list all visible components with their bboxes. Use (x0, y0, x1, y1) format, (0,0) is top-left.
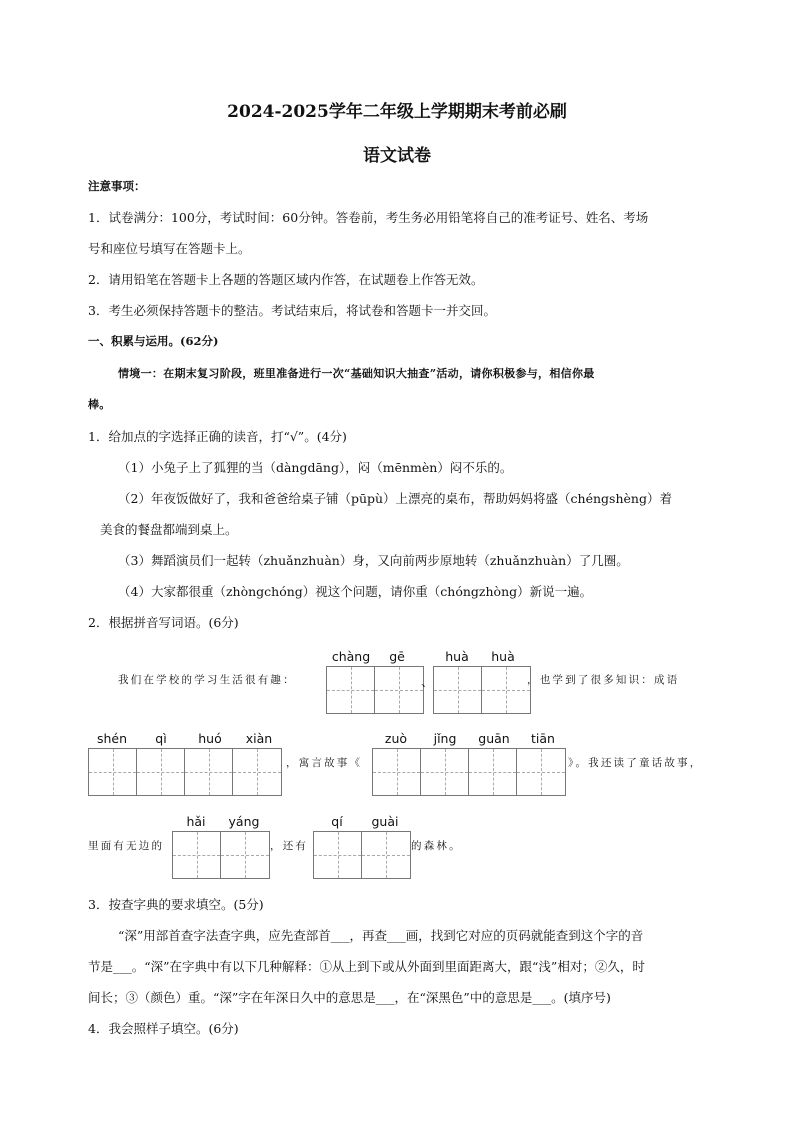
page-subtitle: 语文试卷 (363, 146, 431, 166)
answer-grid-shenqihuoxian[interactable] (88, 748, 282, 796)
answer-cell[interactable] (421, 749, 469, 795)
question-1-item-2-line-1: （2）年夜饭做好了，我和爸爸给桌子铺（pūpù）上漂亮的桌布，帮助妈妈将盛（chéngshèng）着 (118, 491, 672, 506)
pinyin-label: huó (198, 731, 222, 746)
pinyin-label: guài (371, 814, 399, 829)
notice-item-3: 3．考生必须保持答题卡的整洁。考试结束后，将试卷和答题卡一并交回。 (88, 303, 496, 318)
answer-cell[interactable] (375, 667, 423, 713)
answer-cell[interactable] (327, 667, 375, 713)
answer-cell[interactable] (89, 749, 137, 795)
answer-cell[interactable] (362, 832, 410, 878)
section-heading: 一、积累与运用。(62分) (88, 334, 219, 348)
pinyin-label: jǐng (433, 731, 457, 746)
pinyin-label: xiàn (245, 731, 273, 746)
situation-line-2: 棒。 (88, 398, 111, 411)
pinyin-label: shén (96, 731, 128, 746)
answer-cell[interactable] (185, 749, 233, 795)
notice-item-1-line-1: 1．试卷满分：100分，考试时间：60分钟。答卷前，考生务必用铅笔将自己的准考证号、姓名、考场 (88, 210, 649, 225)
question-1-item-3: （3）舞蹈演员们一起转（zhuǎnzhuàn）身，又向前两步原地转（zhuǎnzhuàn）了几圈。 (118, 553, 629, 568)
answer-cell[interactable] (314, 832, 362, 878)
q2-line-2-mid: ，寓言故事《 (286, 757, 363, 769)
question-1-item-1: （1）小兔子上了狐狸的当（dàngdāng），闷（mēnmèn）闷不乐的。 (118, 460, 513, 475)
pinyin-label: huà (445, 649, 469, 664)
pinyin-label: huà (491, 649, 515, 664)
answer-grid-qiguai[interactable] (313, 831, 411, 879)
answer-cell[interactable] (373, 749, 421, 795)
pinyin-label: hǎi (186, 814, 206, 829)
q2-line-1-after: ，也学到了很多知识：成语 (527, 674, 680, 686)
answer-cell[interactable] (434, 667, 482, 713)
pinyin-label: zuò (384, 731, 408, 746)
question-1-item-4: （4）大家都很重（zhòngchóng）视这个问题，请你重（chóngzhòng）新说一遍。 (118, 584, 593, 599)
question-3-line-1: “深”用部首查字法查字典，应先查部首___，再查___画，找到它对应的页码就能查到这个字的音 (118, 928, 644, 943)
answer-cell[interactable] (173, 832, 221, 878)
notice-item-2: 2．请用铅笔在答题卡上各题的答题区域内作答，在试题卷上作答无效。 (88, 272, 484, 287)
answer-grid-changge[interactable] (326, 666, 424, 714)
answer-cell[interactable] (517, 749, 565, 795)
pinyin-label: tiān (531, 731, 555, 746)
question-3-line-2: 节是___。“深”在字典中有以下几种解释：①从上到下或从外面到里面距离大，跟“浅”相对；②久，时 (88, 959, 645, 974)
question-3-line-3: 间长；③（颜色）重。“深”字在年深日久中的意思是___，在“深黑色”中的意思是___。(填序号) (88, 990, 611, 1005)
pinyin-label: gē (389, 649, 405, 664)
answer-cell[interactable] (137, 749, 185, 795)
q2-line-2-after: 》。我还读了童话故事， (568, 757, 703, 769)
answer-cell[interactable] (469, 749, 517, 795)
q2-line-3-after: 的森林。 (411, 840, 462, 852)
question-2-prompt: 2．根据拼音写词语。(6分) (88, 615, 239, 630)
answer-cell[interactable] (221, 832, 269, 878)
notice-heading: 注意事项： (88, 179, 146, 193)
answer-cell[interactable] (482, 667, 530, 713)
question-3-prompt: 3．按查字典的要求填空。(5分) (88, 897, 264, 912)
q2-line-3-text: 里面有无边的 (88, 840, 165, 852)
q2-line-1-text: 我们在学校的学习生活很有趣： (118, 674, 296, 686)
notice-item-1-line-2: 号和座位号填写在答题卡上。 (88, 241, 251, 256)
q2-line-3-mid: ，还有 (270, 840, 309, 852)
question-1-prompt: 1．给加点的字选择正确的读音，打“√”。(4分) (88, 429, 347, 444)
situation-line-1: 情境一：在期末复习阶段，班里准备进行一次“基础知识大抽查”活动，请你积极参与，相信你最 (118, 367, 595, 380)
question-1-item-2-line-2: 美食的餐盘都端到桌上。 (100, 522, 238, 537)
pinyin-label: guān (478, 731, 510, 746)
pinyin-label: qì (155, 731, 167, 746)
answer-grid-zuojingguantian[interactable] (372, 748, 566, 796)
answer-grid-huahua[interactable] (433, 666, 531, 714)
page-title: 2024-2025学年二年级上学期期末考前必刷 (227, 102, 567, 122)
pinyin-label: yáng (228, 814, 260, 829)
question-4-prompt: 4．我会照样子填空。(6分) (88, 1021, 239, 1036)
answer-cell[interactable] (233, 749, 281, 795)
pinyin-label: qí (331, 814, 343, 829)
answer-grid-haiyang[interactable] (172, 831, 270, 879)
separator-comma: 、 (421, 674, 434, 689)
pinyin-label: chàng (331, 649, 371, 664)
